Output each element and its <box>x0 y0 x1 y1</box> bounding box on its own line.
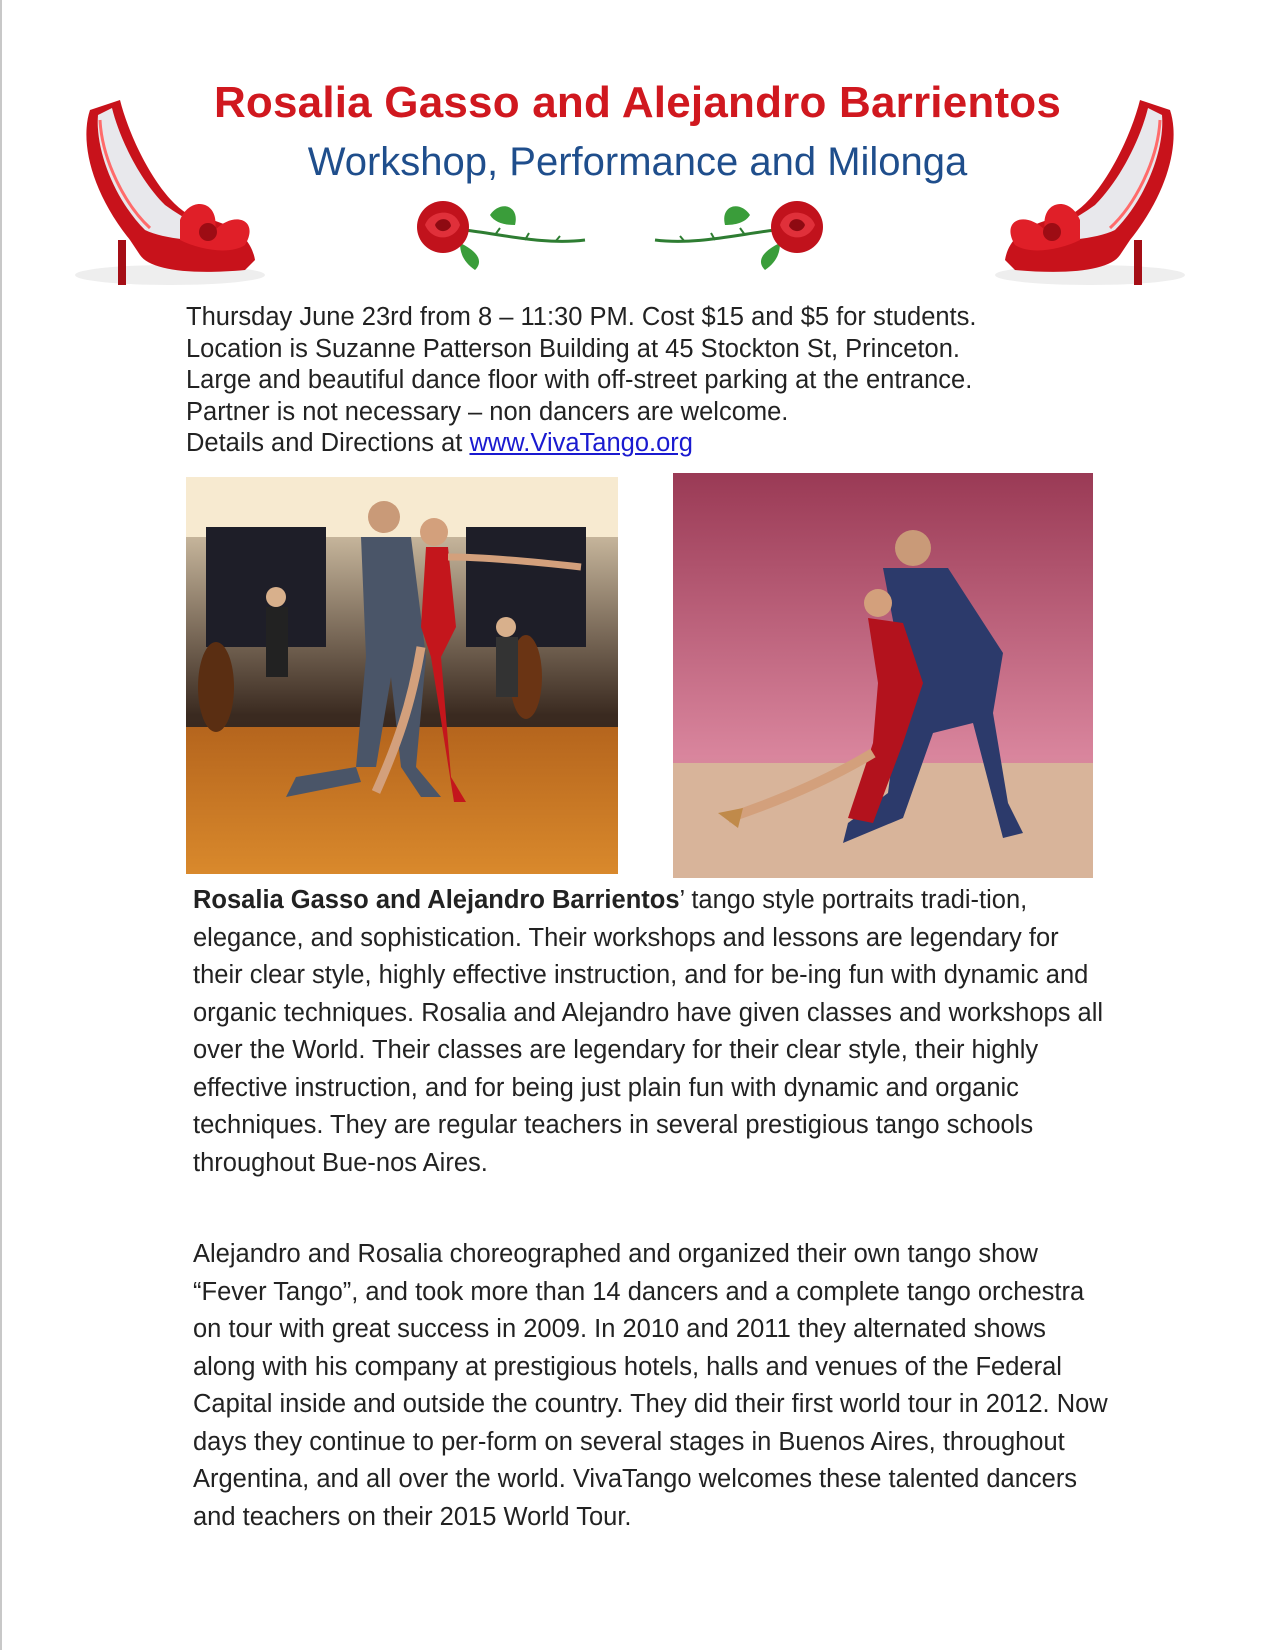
bio-paragraph-1 <box>193 882 1113 1182</box>
info-date-cost: Thursday June 23rd from 8 – 11:30 PM. Cost $15 and $5 for students. <box>186 303 977 331</box>
event-info <box>186 302 1126 460</box>
event-subtitle: Workshop, Performance and Milonga <box>307 140 968 184</box>
info-partner: Partner is not necessary – non dancers are welcome. <box>186 397 789 426</box>
info-details-prefix: Details and Directions at <box>186 429 470 457</box>
bio-paragraph-2: Alejandro and Rosalia choreographed and organized their own tango show “Fever Tango”, and took more than 14 dancers and a complete tango orchestra on tour with great success in 2009. In 2010 and 2011 they alternated shows along with his company at prestigious hotels, halls and venues of the Federal Capital inside and outside the country. They did their first world tour in 2012. Now days they continue to per-form on several stages in Buenos Aires, throughout Argentina, and all over the world. VivaTango welcomes these talented dancers and teachers on their 2015 World Tour. <box>193 1240 1108 1531</box>
roses-ornament-icon <box>405 195 835 275</box>
bio-paragraph-1-text: ’ tango style portraits tradi-tion, elegance, and sophistication. Their workshops and lessons are legendary for their clear style, highly effective instruction, and for be-ing fun with dynamic and organic techniques. Rosalia and Alejandro have given classes and workshops all over the World. Their classes are legendary for their clear style, their highly effective instruction, and for being just plain fun with dynamic and organic techniques. They are regular teachers in several prestigious tango schools throughout Bue-nos Aires. <box>193 886 1104 1177</box>
event-title: Rosalia Gasso and Alejandro Barrientos <box>213 78 1062 127</box>
photo-dancers-stage <box>673 473 1093 878</box>
page-edge <box>0 0 2 1650</box>
info-location: Location is Suzanne Patterson Building at 45 Stockton St, Princeton. <box>186 334 960 363</box>
info-details <box>186 428 1126 460</box>
photo-dancers-orchestra <box>186 477 618 874</box>
bio-names-bold: Rosalia Gasso and Alejandro Barrientos <box>193 886 680 914</box>
info-floor-parking: Large and beautiful dance floor with off-street parking at the entrance. <box>186 366 973 394</box>
vivatango-link[interactable]: www.VivaTango.org <box>469 429 693 457</box>
